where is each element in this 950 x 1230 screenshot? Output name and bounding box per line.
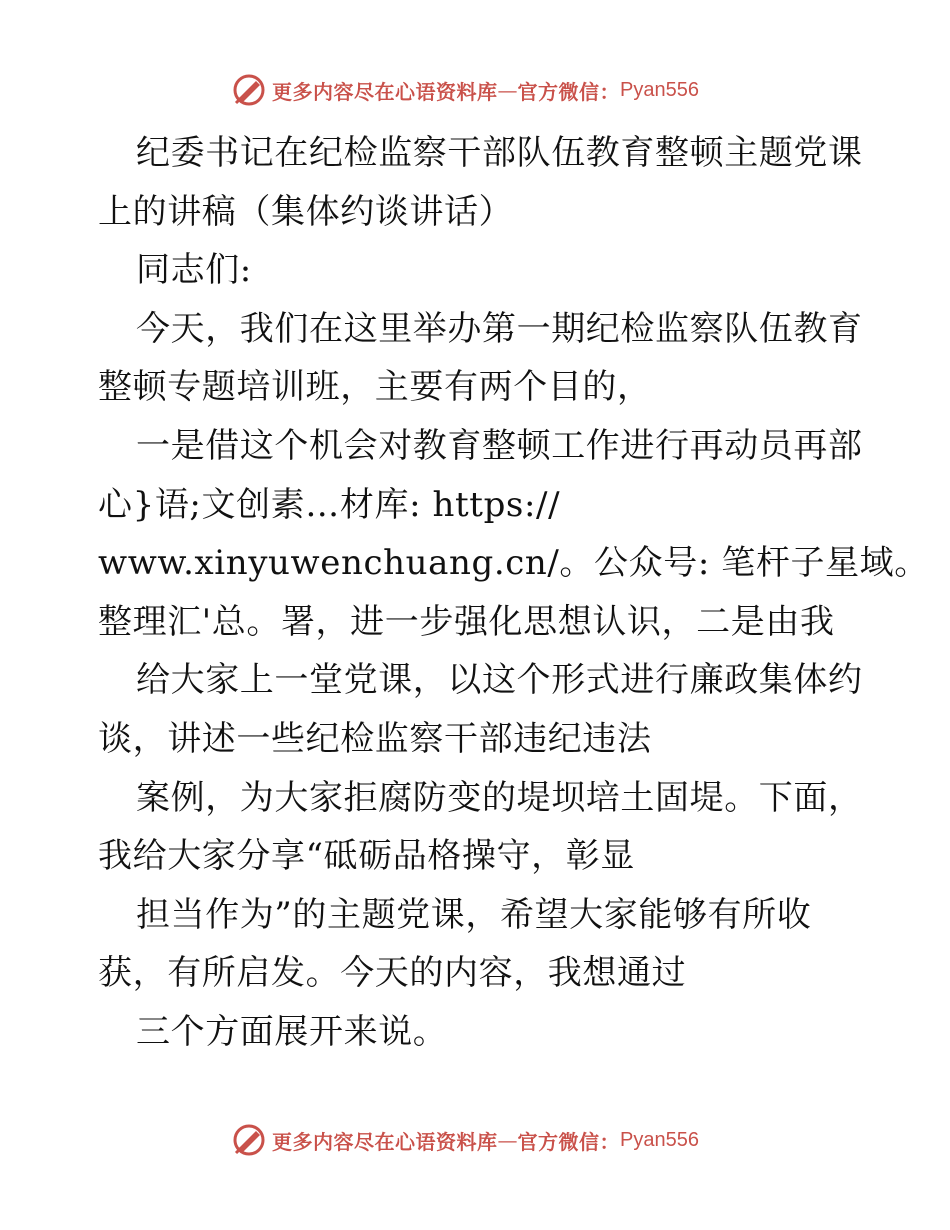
document-body — [98, 124, 929, 1062]
body-line: 一是借这个机会对教育整顿工作进行再动员再部 — [136, 425, 863, 466]
body-line: 三个方面展开来说。 — [136, 1011, 448, 1052]
pen-logo-icon — [232, 73, 266, 107]
body-line: 整顿专题培训班，主要有两个目的， — [98, 367, 652, 408]
footer-watermark — [232, 1120, 699, 1160]
body-line: www.xinyuwenchuang.cn/。公众号: 笔杆子星域。 — [98, 543, 929, 584]
body-line: 整理汇'总。署，进一步强化思想认识，二是由我 — [98, 601, 835, 642]
watermark-text: 更多内容尽在心语资料库 — [272, 79, 498, 104]
watermark-dash: — — [497, 1128, 518, 1152]
watermark-text: 更多内容尽在心语资料库 — [272, 1129, 498, 1154]
body-line: 案例，为大家拒腐防变的堤坝培土固堤。下面， — [136, 777, 863, 818]
body-line: 担当作为”的主题党课，希望大家能够有所收 — [136, 894, 812, 935]
body-line: 今天，我们在这里举办第一期纪检监察队伍教育 — [136, 308, 863, 349]
pen-logo-icon — [232, 1123, 266, 1157]
salutation: 同志们: — [136, 250, 252, 291]
watermark-account: Pyan556 — [620, 1128, 699, 1151]
watermark-account: Pyan556 — [620, 78, 699, 101]
title-line-1: 纪委书记在纪检监察干部队伍教育整顿主题党课 — [136, 133, 863, 173]
watermark-dash: — — [497, 78, 518, 102]
watermark-label: 官方微信： — [517, 1129, 620, 1154]
watermark-label: 官方微信： — [517, 79, 620, 104]
body-line: 给大家上一堂党课，以这个形式进行廉政集体约 — [136, 660, 863, 701]
body-line: 谈，讲述一些纪检监察干部违纪违法 — [98, 718, 652, 759]
body-line: 心}语;文创素…材库: https:// — [98, 484, 561, 525]
body-line: 我给大家分享“砥砺品格操守，彰显 — [98, 836, 635, 877]
title-line-2: 上的讲稿（集体约谈讲话） — [98, 191, 514, 232]
header-watermark — [232, 70, 699, 110]
body-line: 获，有所启发。今天的内容，我想通过 — [98, 953, 687, 994]
